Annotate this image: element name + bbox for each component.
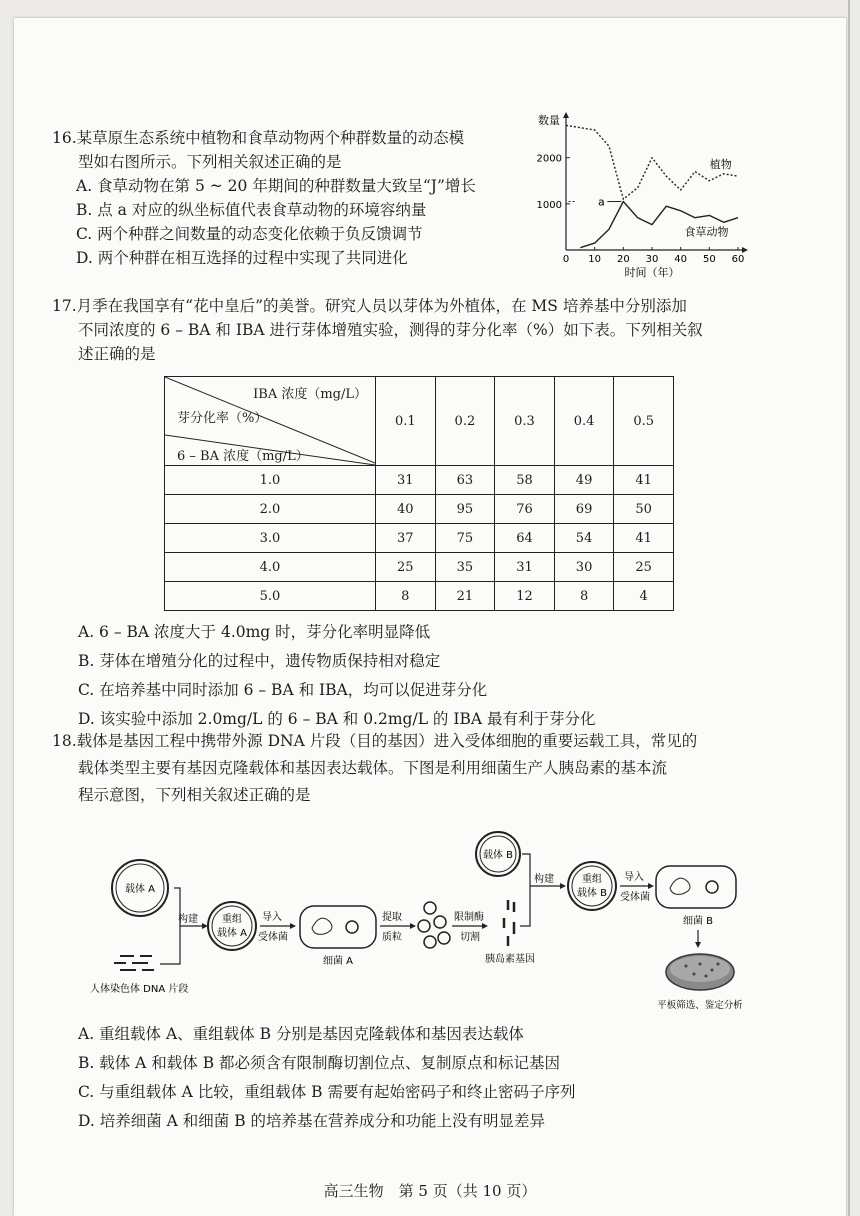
recomb-a-line1: 重组 bbox=[222, 914, 242, 925]
table-row bbox=[165, 553, 674, 582]
question-number: 17. bbox=[52, 297, 77, 315]
column-header: 0.5 bbox=[614, 377, 674, 466]
column-header: 0.1 bbox=[376, 377, 436, 466]
header-6ba-label: 6 – BA 浓度（mg/L） bbox=[177, 449, 309, 464]
question-number: 16. bbox=[52, 129, 77, 147]
x-tick-label: 30 bbox=[645, 254, 659, 265]
header-rate-label: 芽分化率（%） bbox=[177, 411, 268, 426]
x-axis-label: 时间（年） bbox=[624, 266, 680, 279]
row-label: 2.0 bbox=[165, 495, 376, 524]
point-a-label: a bbox=[597, 195, 605, 209]
stem-line: 述正确的是 bbox=[78, 345, 156, 363]
option-d: D. 培养细菌 A 和细菌 B 的培养基在营养成分和功能上没有明显差异 bbox=[78, 1112, 546, 1130]
table-row bbox=[165, 582, 674, 611]
table-cell: 76 bbox=[495, 495, 555, 524]
series-label-plant: 植物 bbox=[709, 157, 732, 171]
x-tick-label: 40 bbox=[674, 254, 688, 265]
plasmid-circles bbox=[418, 902, 450, 948]
table-corner-header bbox=[165, 377, 376, 466]
insulin-gene-label: 胰岛素基因 bbox=[485, 954, 535, 965]
import-label: 导入 bbox=[624, 872, 644, 883]
table-cell: 37 bbox=[376, 524, 436, 553]
bacteria-b bbox=[656, 866, 736, 927]
option-a: A. 重组载体 A、重组载体 B 分别是基因克隆载体和基因表达载体 bbox=[78, 1025, 524, 1043]
table-cell: 58 bbox=[495, 466, 555, 495]
table-cell: 4 bbox=[614, 582, 674, 611]
table-cell: 95 bbox=[435, 495, 495, 524]
y-tick-label: 2000 bbox=[536, 153, 562, 165]
table-cell: 50 bbox=[614, 495, 674, 524]
table-cell: 25 bbox=[614, 553, 674, 582]
column-header: 0.2 bbox=[435, 377, 495, 466]
table-cell: 41 bbox=[614, 524, 674, 553]
question-18-stem bbox=[52, 728, 812, 755]
bacteria-b-label: 细菌 B bbox=[682, 916, 714, 927]
x-tick-label: 0 bbox=[562, 254, 570, 265]
table-cell: 54 bbox=[554, 524, 614, 553]
vector-a-label: 载体 A bbox=[124, 884, 156, 895]
stem-line: 月季在我国享有“花中皇后”的美誉。研究人员以芽体为外植体，在 MS 培养基中分别添加 bbox=[76, 297, 687, 315]
insulin-production-flow-diagram bbox=[90, 830, 770, 1020]
import-label: 导入 bbox=[262, 912, 282, 923]
table-row bbox=[165, 524, 674, 553]
table-cell: 25 bbox=[376, 553, 436, 582]
x-tick-label: 10 bbox=[588, 254, 602, 265]
option-b: B. 芽体在增殖分化的过程中，遗传物质保持相对稳定 bbox=[78, 652, 441, 670]
x-tick-label: 50 bbox=[702, 254, 716, 265]
question-17 bbox=[52, 294, 812, 366]
bacteria-a-label: 细菌 A bbox=[322, 956, 354, 967]
table-cell: 41 bbox=[614, 466, 674, 495]
stem-line: 程示意图，下列相关叙述正确的是 bbox=[78, 786, 311, 804]
table-cell: 63 bbox=[435, 466, 495, 495]
y-axis-label: 数量 bbox=[538, 114, 560, 127]
vector-b bbox=[476, 832, 520, 876]
recombinant-vector-b bbox=[568, 862, 616, 910]
table-cell: 49 bbox=[554, 466, 614, 495]
question-17-options bbox=[52, 620, 812, 731]
column-header: 0.4 bbox=[554, 377, 614, 466]
option-b: B. 载体 A 和载体 B 都必须含有限制酶切割位点、复制原点和标记基因 bbox=[78, 1054, 561, 1072]
stem-line: 不同浓度的 6 – BA 和 IBA 进行芽体增殖实验，测得的芽分化率（%）如下表。下列相关叙 bbox=[78, 321, 703, 339]
question-16-stem bbox=[52, 126, 522, 150]
row-label: 5.0 bbox=[165, 582, 376, 611]
question-18-options bbox=[52, 1020, 812, 1136]
table-cell: 8 bbox=[376, 582, 436, 611]
column-header: 0.3 bbox=[495, 377, 555, 466]
plasmid-label: 质粒 bbox=[382, 932, 402, 943]
row-label: 1.0 bbox=[165, 466, 376, 495]
petri-plate bbox=[666, 954, 734, 990]
page-edge bbox=[848, 0, 850, 1216]
host-label: 受体菌 bbox=[620, 892, 650, 903]
option-a: A. 食草动物在第 5 ~ 20 年期间的种群数量大致呈“J”增长 bbox=[76, 177, 476, 195]
plate-label: 平板筛选、鉴定分析 bbox=[657, 1000, 743, 1011]
y-axis-arrow bbox=[563, 112, 569, 118]
x-axis-arrow bbox=[742, 247, 748, 253]
stem-line: 载体类型主要有基因克隆载体和基因表达载体。下图是利用细菌生产人胰岛素的基本流 bbox=[78, 759, 668, 777]
vector-a bbox=[112, 860, 168, 916]
table-cell: 31 bbox=[376, 466, 436, 495]
series-label-herbivore: 食草动物 bbox=[684, 225, 729, 239]
cut-label: 切割 bbox=[460, 932, 480, 943]
row-label: 3.0 bbox=[165, 524, 376, 553]
option-c: C. 与重组载体 A 比较，重组载体 B 需要有起始密码子和终止密码子序列 bbox=[78, 1083, 576, 1101]
option-b: B. 点 a 对应的纵坐标值代表食草动物的环境容纳量 bbox=[76, 201, 427, 219]
table-cell: 69 bbox=[554, 495, 614, 524]
dna-fragments bbox=[114, 956, 154, 970]
table-cell: 75 bbox=[435, 524, 495, 553]
recomb-b-line1: 重组 bbox=[582, 874, 602, 885]
x-tick-label: 20 bbox=[616, 254, 630, 265]
option-a: A. 6 – BA 浓度大于 4.0mg 时，芽分化率明显降低 bbox=[78, 623, 431, 641]
bacteria-a bbox=[300, 906, 376, 967]
host-label: 受体菌 bbox=[258, 932, 288, 943]
option-d: D. 两个种群在相互选择的过程中实现了共同进化 bbox=[76, 249, 408, 267]
recomb-a-line2: 载体 A bbox=[216, 928, 248, 939]
stem-line: 型如右图所示。下列相关叙述正确的是 bbox=[78, 153, 342, 171]
option-c: C. 两个种群之间数量的动态变化依赖于负反馈调节 bbox=[76, 225, 423, 243]
question-18 bbox=[52, 728, 812, 809]
table-cell: 8 bbox=[554, 582, 614, 611]
dna-fragment-label: 人体染色体 DNA 片段 bbox=[90, 984, 189, 995]
y-tick-label: 1000 bbox=[536, 199, 562, 211]
question-17-stem bbox=[52, 294, 812, 318]
population-chart bbox=[530, 104, 760, 280]
question-number: 18. bbox=[52, 732, 77, 750]
table-cell: 12 bbox=[495, 582, 555, 611]
stem-line: 某草原生态系统中植物和食草动物两个种群数量的动态模 bbox=[76, 129, 465, 147]
table-cell: 30 bbox=[554, 553, 614, 582]
table-row bbox=[165, 466, 674, 495]
extract-label: 提取 bbox=[382, 912, 402, 923]
enzyme-label: 限制酶 bbox=[454, 912, 484, 923]
build-label: 构建 bbox=[178, 914, 198, 925]
recomb-b-line2: 载体 B bbox=[576, 888, 608, 899]
build-label: 构建 bbox=[534, 874, 554, 885]
stem-line: 载体是基因工程中携带外源 DNA 片段（目的基因）进入受体细胞的重要运载工具，常见的 bbox=[76, 732, 698, 750]
x-tick-label: 60 bbox=[731, 254, 745, 265]
header-iba-label: IBA 浓度（mg/L） bbox=[253, 387, 367, 402]
table-cell: 35 bbox=[435, 553, 495, 582]
bud-differentiation-table bbox=[164, 376, 674, 611]
table-cell: 31 bbox=[495, 553, 555, 582]
recombinant-vector-a bbox=[208, 902, 256, 950]
table-row bbox=[165, 495, 674, 524]
option-c: C. 在培养基中同时添加 6 – BA 和 IBA，均可以促进芽分化 bbox=[78, 681, 488, 699]
table-cell: 40 bbox=[376, 495, 436, 524]
page-footer: 高三生物 第 5 页（共 10 页） bbox=[323, 1182, 537, 1200]
insulin-gene-fragments bbox=[504, 900, 514, 946]
table-cell: 21 bbox=[435, 582, 495, 611]
question-16 bbox=[52, 126, 522, 270]
vector-b-label: 载体 B bbox=[482, 850, 514, 861]
table-header-row bbox=[165, 377, 674, 466]
option-d: D. 该实验中添加 2.0mg/L 的 6 – BA 和 0.2mg/L 的 IBA 最有利于芽分化 bbox=[78, 710, 596, 728]
row-label: 4.0 bbox=[165, 553, 376, 582]
table-cell: 64 bbox=[495, 524, 555, 553]
